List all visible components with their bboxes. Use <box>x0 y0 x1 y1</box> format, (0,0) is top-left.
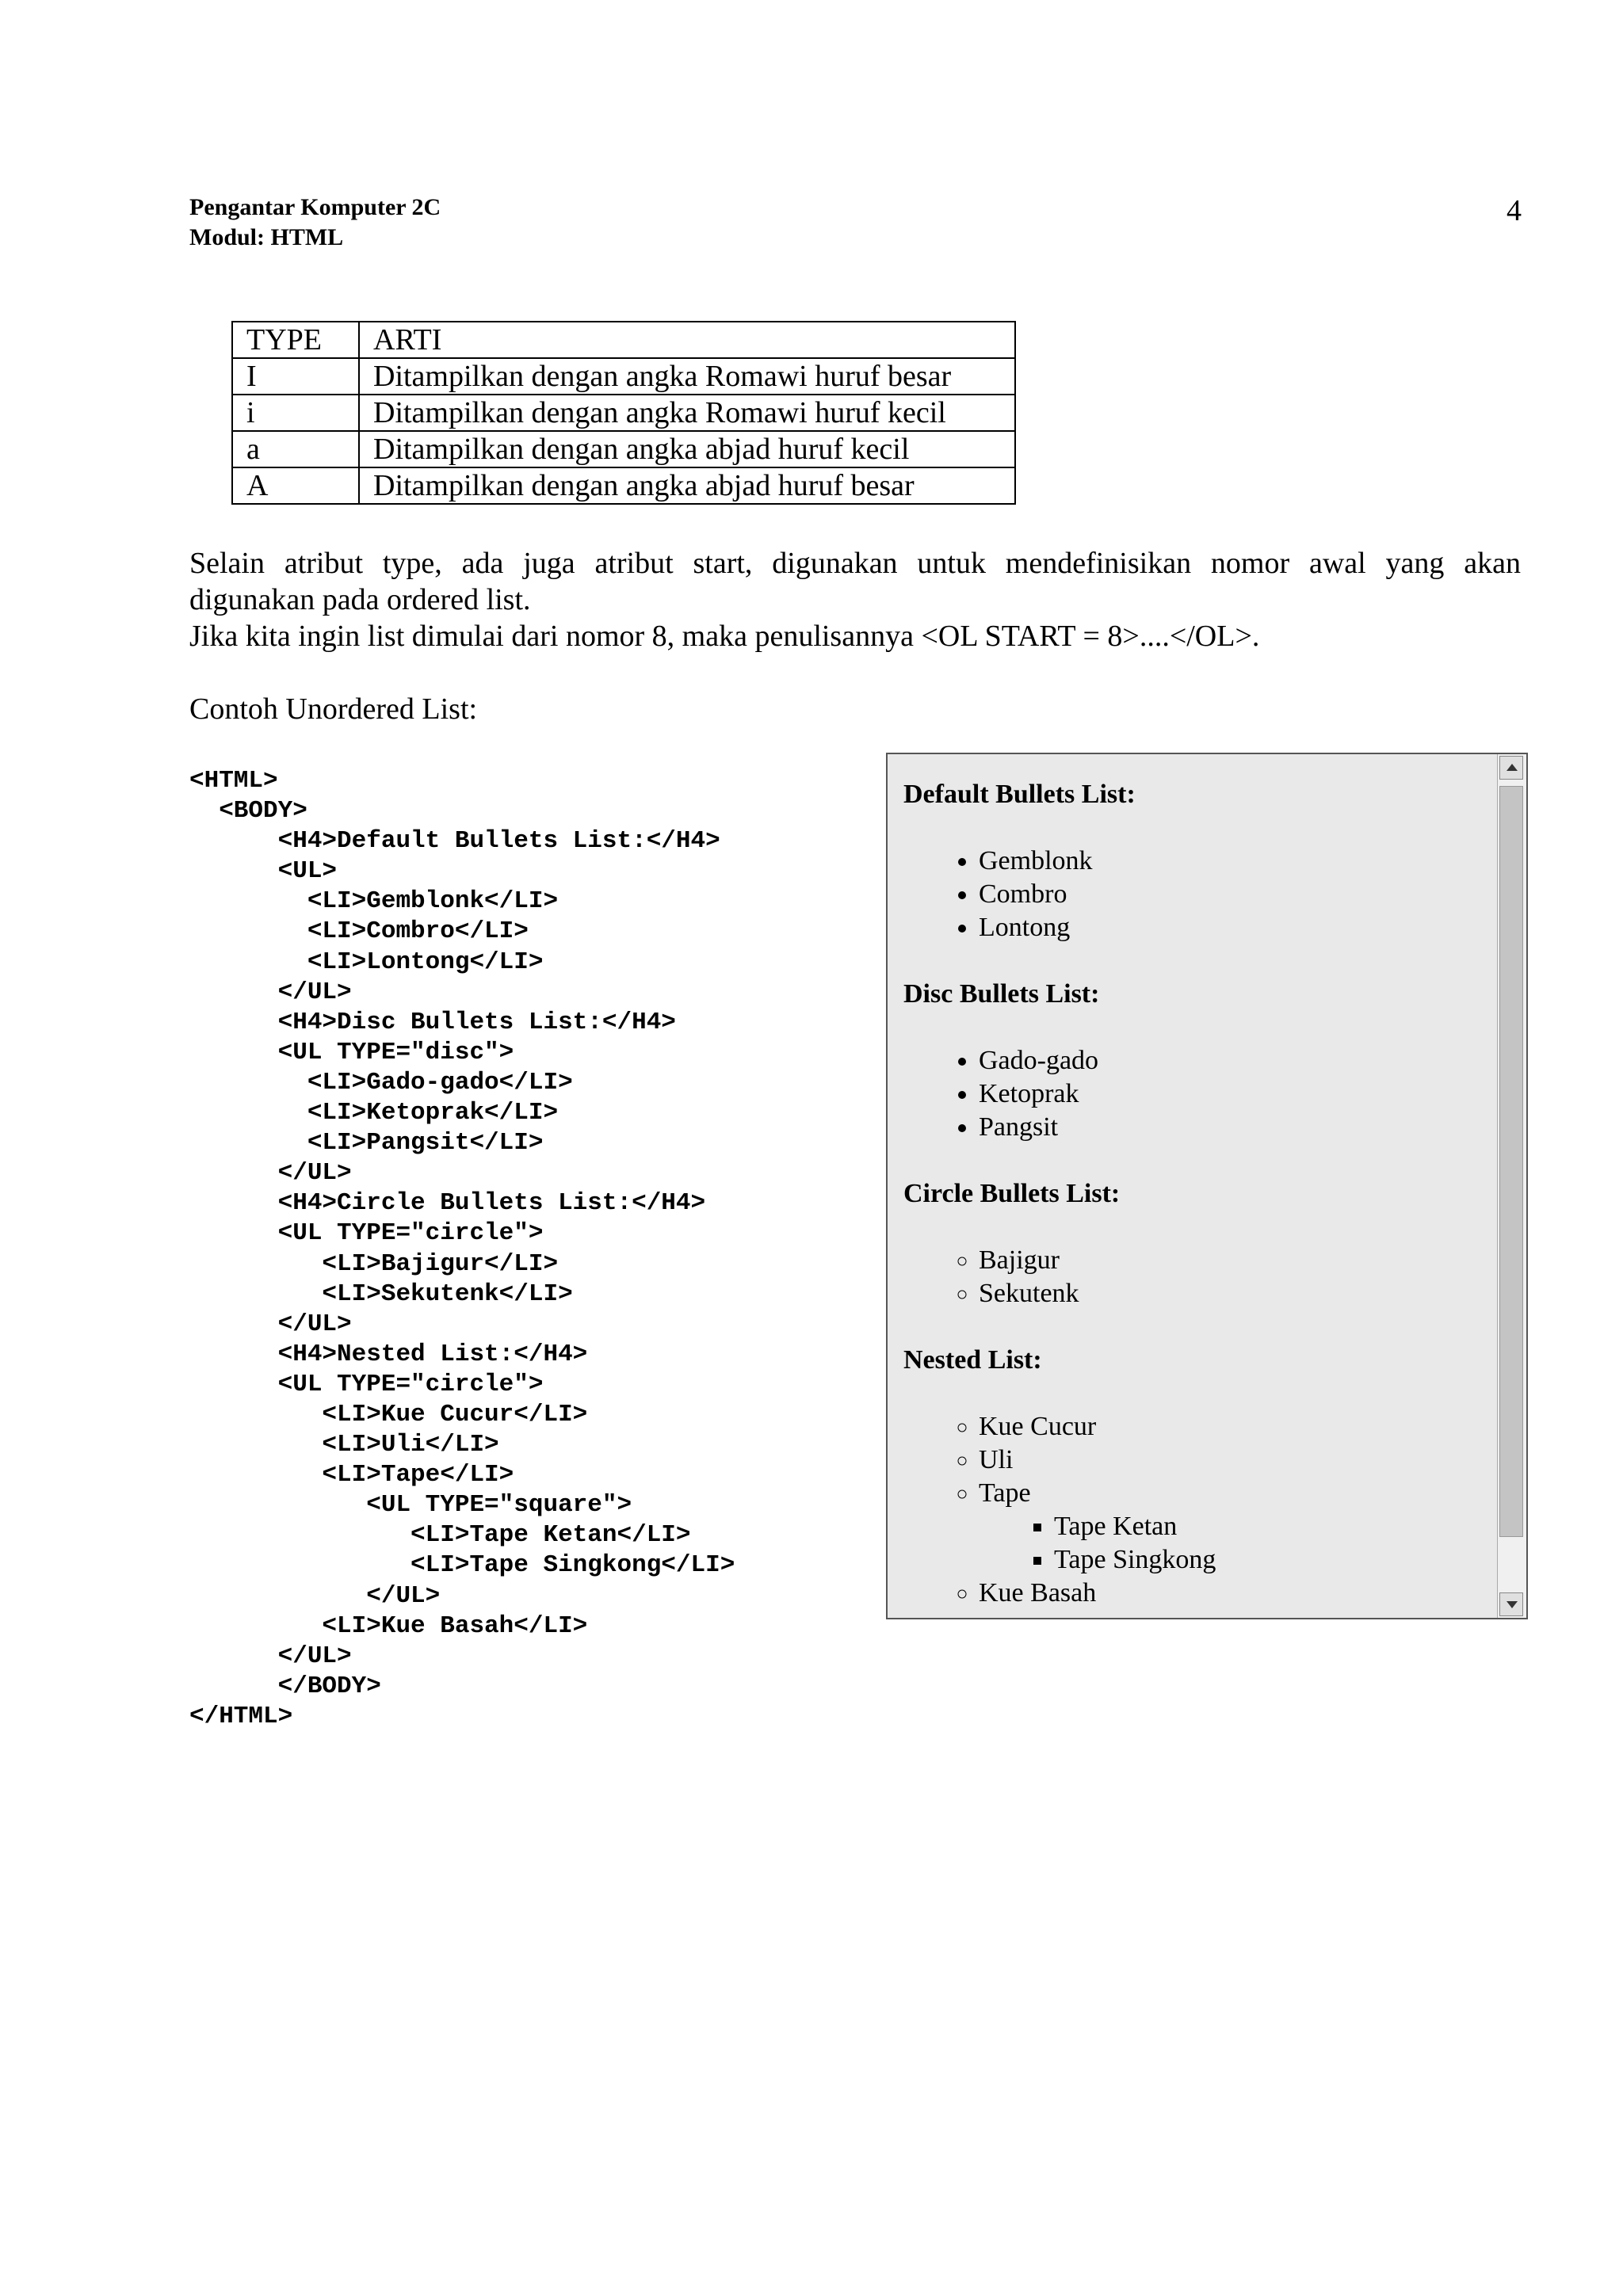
table-row <box>232 467 1015 504</box>
table-row <box>232 358 1015 395</box>
code-line: </BODY> <box>189 1672 381 1700</box>
paragraph-line: Selain atribut type, ada juga atribut start, digunakan untuk mendefinisikan nomor awal yang akan <box>189 547 1521 580</box>
code-line: <LI>Pangsit</LI> <box>189 1129 544 1158</box>
paragraph: Jika kita ingin list dimulai dari nomor 8, maka penulisannya <OL START = 8>....</OL>. <box>189 620 1260 653</box>
table-header-row <box>232 322 1015 358</box>
table-header-cell: TYPE <box>232 322 359 358</box>
nested-list <box>903 1410 1498 1610</box>
code-line: </UL> <box>189 978 352 1006</box>
table-row <box>232 431 1015 467</box>
list-item: ◦ Bajigur <box>979 1244 1498 1277</box>
code-line: <LI>Tape Singkong</LI> <box>189 1551 735 1580</box>
list-item: ◦ Kue Cucur <box>979 1410 1498 1444</box>
list-item: ◦ Sekutenk <box>979 1277 1498 1310</box>
code-line: <LI>Lontong</LI> <box>189 948 544 976</box>
code-line: <LI>Ketoprak</LI> <box>189 1099 559 1127</box>
code-line: <HTML> <box>189 767 278 795</box>
list-item: • Gado-gado <box>979 1044 1498 1077</box>
type-table <box>231 321 1016 505</box>
browser-render-window <box>886 753 1528 1619</box>
code-line: <LI>Tape</LI> <box>189 1461 514 1489</box>
code-line: <LI>Gado-gado</LI> <box>189 1068 573 1097</box>
sublist-item: ▪ Tape Singkong <box>1054 1543 1498 1577</box>
code-line: <LI>Sekutenk</LI> <box>189 1280 573 1308</box>
disc-list-heading: Disc Bullets List: <box>903 979 1100 1009</box>
code-line: <LI>Tape Ketan</LI> <box>189 1521 691 1550</box>
vertical-scrollbar[interactable] <box>1497 754 1526 1618</box>
list-item <box>979 1477 1498 1577</box>
nested-list-heading: Nested List: <box>903 1345 1042 1375</box>
code-listing <box>189 766 735 1732</box>
code-line: </UL> <box>189 1581 441 1610</box>
list-item-label: Tape <box>979 1478 1031 1508</box>
code-line: <LI>Bajigur</LI> <box>189 1249 559 1278</box>
list-item: • Lontong <box>979 911 1498 944</box>
disc-list <box>903 1044 1498 1144</box>
circle-list-heading: Circle Bullets List: <box>903 1179 1121 1208</box>
table-row <box>232 395 1015 431</box>
scroll-down-button[interactable] <box>1499 1592 1523 1616</box>
code-line: </UL> <box>189 1159 352 1188</box>
list-item: • Pangsit <box>979 1111 1498 1144</box>
list-item: ◦ Kue Basah <box>979 1577 1498 1610</box>
page-number: 4 <box>1507 194 1522 227</box>
example-heading: Contoh Unordered List: <box>189 692 478 726</box>
table-header-cell: ARTI <box>359 322 1015 358</box>
code-line: </UL> <box>189 1642 352 1670</box>
list-item: • Gemblonk <box>979 845 1498 878</box>
code-line: </UL> <box>189 1310 352 1338</box>
code-line: <LI>Combro</LI> <box>189 917 529 946</box>
circle-list <box>903 1244 1498 1310</box>
table-cell: Ditampilkan dengan angka abjad huruf kecil <box>359 431 1015 467</box>
code-line: <H4>Circle Bullets List:</H4> <box>189 1189 706 1218</box>
list-item: • Ketoprak <box>979 1077 1498 1111</box>
table-cell: Ditampilkan dengan angka Romawi huruf kecil <box>359 395 1015 431</box>
arrow-up-icon <box>1507 764 1518 771</box>
rendered-page <box>888 754 1498 1610</box>
code-line: <UL TYPE="disc"> <box>189 1038 514 1066</box>
course-title: Pengantar Komputer 2C <box>189 194 441 220</box>
code-line: <H4>Nested List:</H4> <box>189 1340 588 1368</box>
default-list-heading: Default Bullets List: <box>903 780 1136 809</box>
code-line: <LI>Gemblonk</LI> <box>189 887 559 916</box>
scroll-up-button[interactable] <box>1499 756 1523 780</box>
code-line: <UL TYPE="circle"> <box>189 1219 544 1248</box>
square-sublist <box>979 1510 1498 1577</box>
list-item: ◦ Uli <box>979 1444 1498 1477</box>
list-item: • Combro <box>979 878 1498 911</box>
table-cell: i <box>232 395 359 431</box>
table-cell: Ditampilkan dengan angka abjad huruf besar <box>359 467 1015 504</box>
module-title: Modul: HTML <box>189 224 344 250</box>
table-cell: I <box>232 358 359 395</box>
scrollbar-thumb[interactable] <box>1499 786 1523 1537</box>
paragraph-line: digunakan pada ordered list. <box>189 583 531 616</box>
table-cell: A <box>232 467 359 504</box>
document-header <box>189 193 441 253</box>
table-cell: Ditampilkan dengan angka Romawi huruf besar <box>359 358 1015 395</box>
code-line: <BODY> <box>189 797 307 826</box>
table-cell: a <box>232 431 359 467</box>
arrow-down-icon <box>1507 1601 1518 1608</box>
render-viewport <box>888 754 1498 1618</box>
code-line: <UL> <box>189 857 338 886</box>
code-line: <UL TYPE="square"> <box>189 1491 632 1520</box>
sublist-item: ▪ Tape Ketan <box>1054 1510 1498 1543</box>
code-line: <LI>Kue Basah</LI> <box>189 1611 588 1640</box>
default-list <box>903 845 1498 944</box>
code-line: <LI>Kue Cucur</LI> <box>189 1400 588 1428</box>
code-line: <H4>Default Bullets List:</H4> <box>189 827 720 856</box>
code-line: <LI>Uli</LI> <box>189 1431 499 1459</box>
code-line: <UL TYPE="circle"> <box>189 1370 544 1398</box>
code-line: </HTML> <box>189 1702 293 1730</box>
code-line: <H4>Disc Bullets List:</H4> <box>189 1008 676 1036</box>
